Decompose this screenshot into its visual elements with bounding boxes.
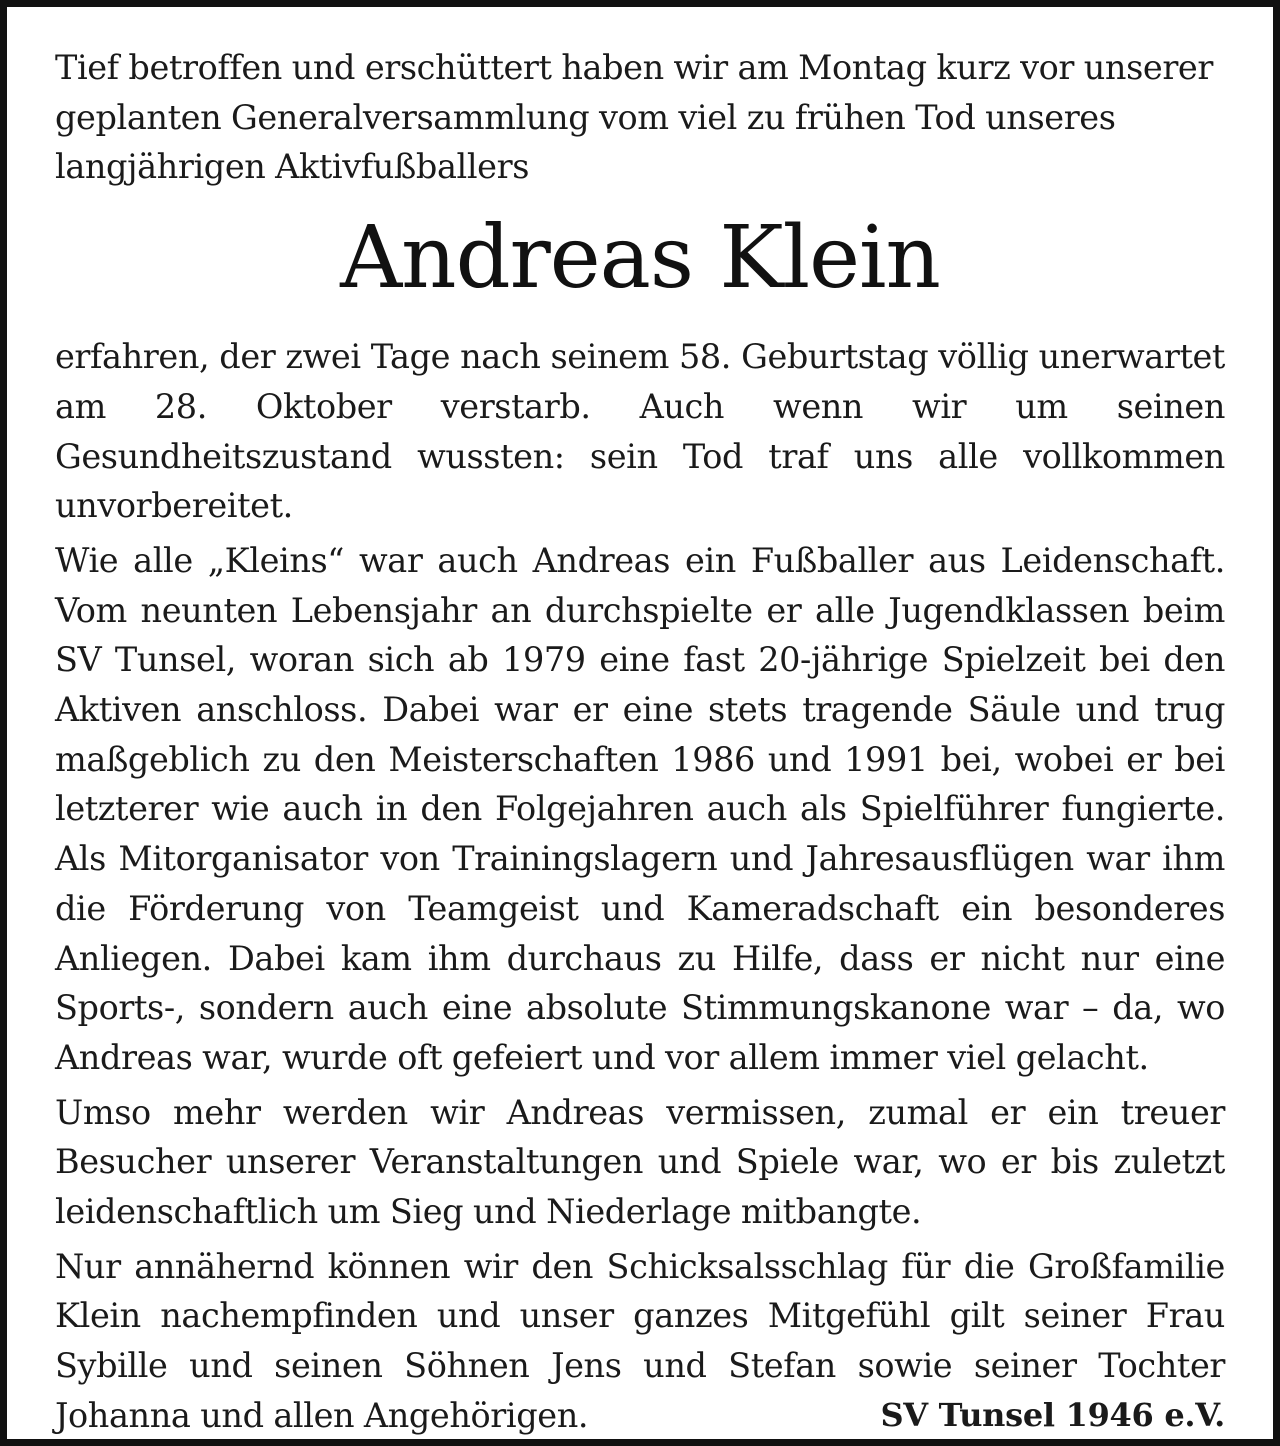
intro-paragraph: Tief betroffen und erschüttert haben wir am Montag kurz vor unserer geplanten Generalversammlung vom viel zu frühen Tod unseres langjährigen Aktivfußballers bbox=[55, 48, 1213, 187]
deceased-name: Andreas Klein bbox=[340, 208, 940, 309]
notice-content bbox=[55, 43, 1225, 1441]
closing-block bbox=[55, 1242, 1225, 1441]
body-paragraph-3: Umso mehr werden wir Andreas vermissen, zumal er ein treuer Besucher unserer Veranstaltungen und Spiele war, wo er bis zuletzt leidenschaftlich um Sieg und Niederlage mitbangte. bbox=[55, 1092, 1225, 1232]
club-signature: SV Tunsel 1946 e.V. bbox=[880, 1395, 1225, 1434]
closing-paragraph: Nur annähernd können wir den Schicksalsschlag für die Großfamilie Klein nachempfinden und unser ganzes Mitgefühl gilt seiner Frau Sybille und seinen Söhnen Jens und Stefan sowie seiner Tochter Johanna und allen Angehörigen. bbox=[55, 1246, 1225, 1435]
body-paragraph-2: Wie alle „Kleins“ war auch Andreas ein Fußballer aus Leidenschaft. Vom neunten Lebensjahr an durchspielte er alle Jugendklassen beim SV Tunsel, woran sich ab 1979 eine fast 20-jährige Spielzeit bei den Aktiven anschloss. Dabei war er eine stets tragende Säule und trug maßgeblich zu den Meisterschaften 1986 und 1991 bei, wobei er bei letzterer wie auch in den Folgejahren auch als Spielführer fungierte. Als Mitorganisator von Trainingslagern und Jahresausflügen war ihm die Förderung von Teamgeist und Kameradschaft ein besonderes Anliegen. Dabei kam ihm durchaus zu Hilfe, dass er nicht nur eine Sports-, sondern auch eine absolute Stimmungskanone war – da, wo Andreas war, wurde oft gefeiert und vor allem immer viel gelacht. bbox=[55, 540, 1225, 1077]
body-paragraph-1: erfahren, der zwei Tage nach seinem 58. Geburtstag völlig unerwartet am 28. Oktober verstarb. Auch wenn wir um seinen Gesundheitszustand wussten: sein Tod traf uns alle vollkommen unvorbereitet. bbox=[55, 337, 1225, 526]
